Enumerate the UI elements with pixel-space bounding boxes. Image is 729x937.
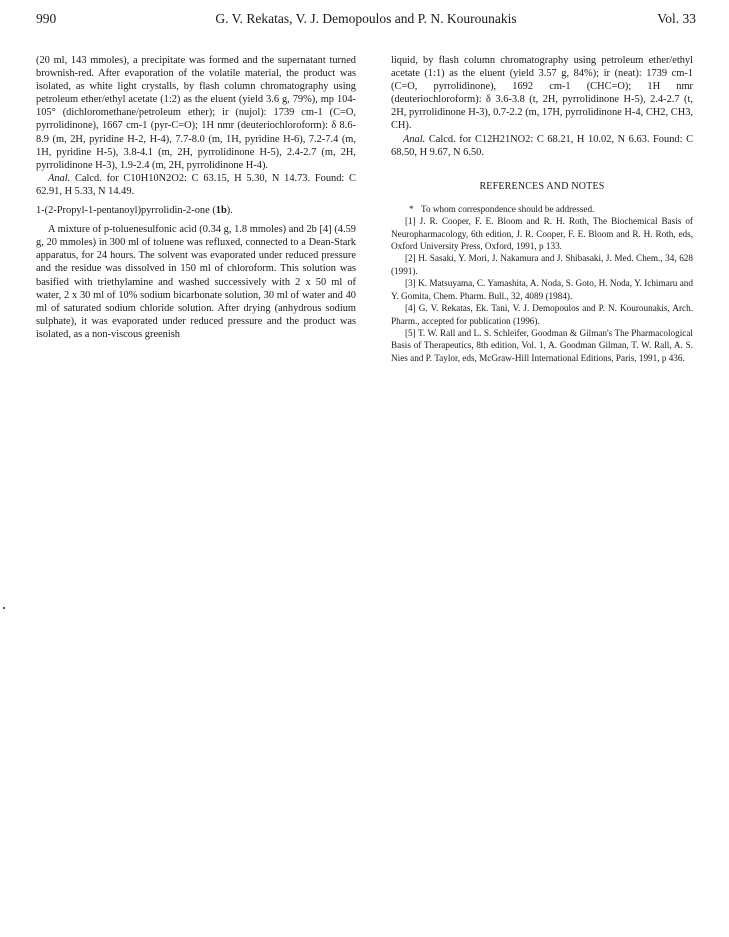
experimental-paragraph-1b-cont: liquid, by flash column chromatography using petroleum ether/ethyl acetate (1:1) as the eluent (yield 3.57 g, 84%); ir (neat): 1739 cm-1 (C=O, pyrrolidinone), 1692 cm-1 (CHC=O); 1H nmr (deuteriochloroform): δ 3.6-3.8 (t, 2H, pyrrolidinone H-5), 2.4-2.7 (t, 2H, pyrrolidinone H-3), 0.7-2.2 (m, 17H, pyrrolidinone H-4, CH2, CH3, CH). — [391, 55, 693, 132]
anal-label: Anal. — [48, 172, 71, 184]
volume-label: Vol. 33 — [657, 11, 696, 26]
asterisk-icon: * — [409, 203, 414, 214]
compound-heading: 1-(2-Propyl-1-pentanoyl)pyrrolidin-2-one (1b). — [36, 205, 233, 217]
references-heading: REFERENCES AND NOTES — [479, 180, 605, 192]
compound-label: 1b — [215, 205, 227, 217]
compound-name: 1-(2-Propyl-1-pentanoyl)pyrrolidin-2-one — [36, 205, 210, 217]
anal-text: Calcd. for C12H21NO2: C 68.21, H 10.02, N 6.63. Found: C 68.50, H 9.67, N 6.50. — [391, 133, 693, 158]
reference-item: [3] K. Matsuyama, C. Yamashita, A. Noda, S. Goto, H. Noda, Y. Ichimaru and Y. Gomita, Chem. Pharm. Bull., 32, 4089 (1984). — [391, 278, 693, 301]
right-column — [391, 54, 693, 364]
experimental-paragraph-1b: A mixture of p-toluenesulfonic acid (0.34 g, 1.8 mmoles) and 2b [4] (4.59 g, 20 mmoles) in 300 ml of toluene was refluxed, connected to a Dean-Stark apparatus, for 24 hours. The solvent was evaporated under reduced pressure and the residue was dissolved in 150 ml of chloroform. This solution was basified with triethylamine and washed successively with 2 x 50 ml of water, 2 x 30 ml of 10% sodium bicarbonate solution, 30 ml of water and 40 ml of saturated sodium chloride solution. After drying (anhydrous sodium sulphate), it was evaporated under reduced pressure and the product was isolated, as a non-viscous greenish — [36, 224, 356, 340]
elemental-analysis-1b — [391, 133, 693, 159]
page-number: 990 — [36, 11, 57, 26]
anal-label: Anal. — [403, 133, 426, 145]
reference-item: [2] H. Sasaki, Y. Mori, J. Nakamura and J. Shibasaki, J. Med. Chem., 34, 628 (1991). — [391, 253, 693, 276]
experimental-paragraph-1a: (20 ml, 143 mmoles), a precipitate was formed and the supernatant turned brownish-red. After evaporation of the volatile material, the product was isolated, as white light crystalls, by flash column chromatography using petroleum ether/ethyl acetate (1:2) as the eluent (yield 3.6 g, 79%), mp 104-105° (dichloromethane/petroleum ether); ir (nujol): 1739 cm-1 (C=O, pyrrolidinone), 1667 cm-1 (pyr-C=O); 1H nmr (deuteriochloroform): δ 8.6-8.9 (m, 2H, pyridine H-2, H-4), 7.7-8.0 (m, 1H, pyridine H-6), 7.2-7.4 (m, 1H, pyridine H-5), 3.8-4.1 (m, 2H, pyrrolidinone H-5), 2.4-2.7 (m, 2H, pyrrolidinone H-3), 1.9-2.4 (m, 2H, pyrrolidinone H-4). — [36, 55, 356, 171]
references-list — [391, 203, 693, 364]
left-column — [36, 54, 356, 341]
reference-item: [5] T. W. Rall and L. S. Schleifer, Goodman & Gilman's The Pharmacological Basis of Therapeutics, 8th edition, Vol. 1, A. Goodman Gilman, T. W. Rall, A. S. Nies and P. Taylor, eds, McGraw-Hill International Editions, Paris, 1991, p 436. — [391, 327, 693, 363]
reference-item: [4] G. V. Rekatas, Ek. Tani, V. J. Demopoulos and P. N. Kourounakis, Arch. Pharm., accepted for publication (1996). — [391, 303, 693, 326]
elemental-analysis-1a — [36, 172, 356, 198]
scan-speck — [3, 607, 5, 609]
reference-note: * To whom correspondence should be addressed. — [409, 203, 595, 214]
anal-text: Calcd. for C10H10N2O2: C 63.15, H 5.30, N 14.73. Found: C 62.91, H 5.33, N 14.49. — [36, 172, 356, 197]
reference-item: [1] J. R. Cooper, F. E. Bloom and R. H. Roth, The Biochemical Basis of Neuropharmacology, 6th edition, J. R. Cooper, F. E. Bloom and R. H. Roth, eds, Oxford University Press, Oxford, 1991, p 133. — [391, 216, 693, 252]
running-header — [36, 11, 696, 31]
running-header-authors: G. V. Rekatas, V. J. Demopoulos and P. N. Kourounakis — [215, 11, 517, 26]
